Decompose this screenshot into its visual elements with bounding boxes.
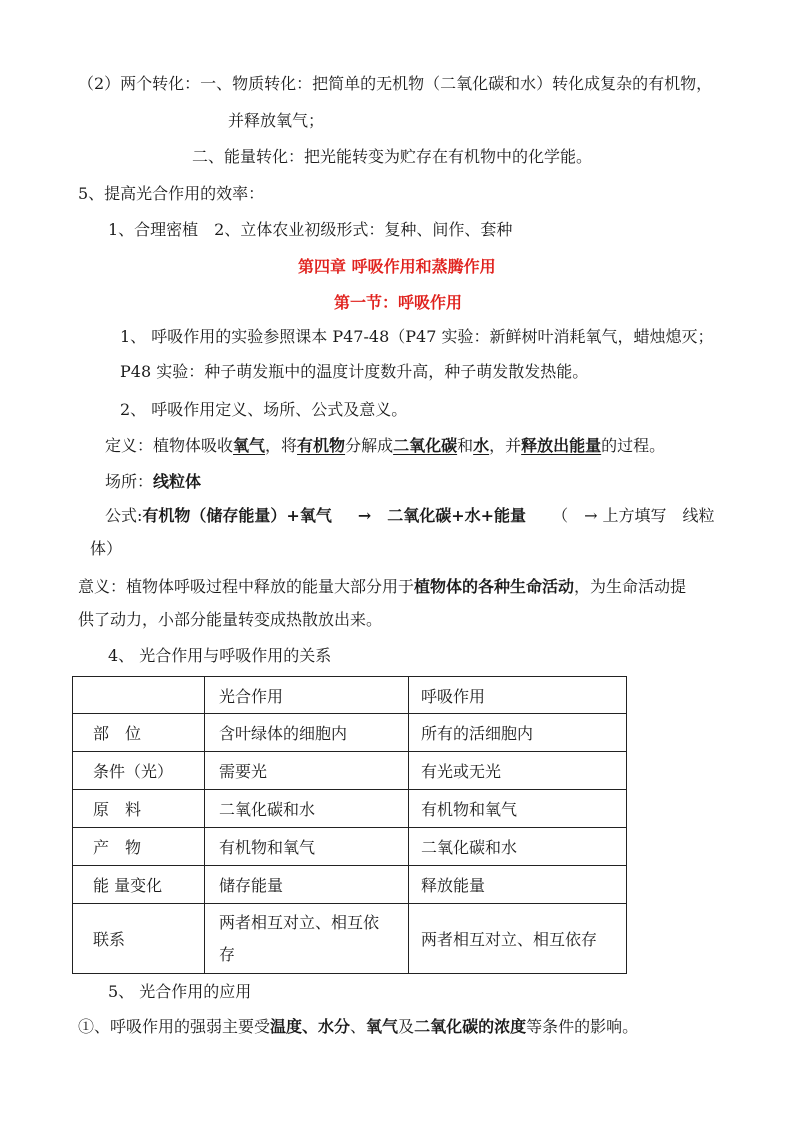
table-cell: 需要光 [205, 752, 409, 790]
formula-line [105, 505, 715, 527]
text-line-release-oxygen: 并释放氧气； [228, 111, 325, 130]
table-cell: 产 物 [73, 828, 205, 866]
chapter-title: 第四章 呼吸作用和蒸腾作用 [298, 257, 496, 276]
last-text: 、 [350, 1017, 367, 1036]
text-line-experiment-p48: P48 实验：种子萌发瓶中的温度计度数升高，种子萌发散发热能。 [120, 362, 589, 381]
table-cell: 联系 [73, 904, 205, 974]
table-cell-line: 两者相互对立、相互依 [219, 912, 380, 932]
table-cell: 有机物和氧气 [205, 828, 409, 866]
formula-right: 二氧化碳+水+能量 [387, 506, 527, 525]
table-cell: 有机物和氧气 [409, 790, 627, 828]
text-line-two-transformations: （2）两个转化：一、物质转化：把简单的无机物（二氧化碳和水）转化成复杂的有机物， [78, 74, 713, 93]
table-cell-line: 存 [219, 944, 236, 964]
text-line-experiment-ref: 1、 呼吸作用的实验参照课本 P47-48（P47 实验：新鲜树叶消耗氧气，蜡烛熄灭； [120, 327, 714, 346]
comparison-table [72, 676, 627, 974]
definition-release-energy: 释放出能量 [521, 436, 602, 455]
table-cell [73, 677, 205, 714]
last-bold: 温度、水分 [270, 1017, 351, 1036]
place-label: 场所： [105, 472, 154, 491]
table-row [73, 904, 627, 974]
last-line [78, 1016, 638, 1038]
place-line [105, 471, 201, 493]
table-cell: 能 量变化 [73, 866, 205, 904]
formula-note: （ → 上方填写 线粒 [552, 506, 715, 525]
table-cell: 条件（光） [73, 752, 205, 790]
table-cell: 二氧化碳和水 [409, 828, 627, 866]
definition-text: 分解成 [345, 436, 394, 455]
table-cell: 二氧化碳和水 [205, 790, 409, 828]
definition-oxygen: 氧气 [233, 436, 266, 455]
section-title: 第一节：呼吸作用 [334, 293, 463, 312]
text-line-energy-transformation: 二、能量转化：把光能转变为贮存在有机物中的化学能。 [192, 147, 593, 166]
table-row [73, 677, 627, 714]
table-cell: 储存能量 [205, 866, 409, 904]
definition-text: 的过程。 [601, 436, 666, 455]
last-text: ①、呼吸作用的强弱主要受 [78, 1017, 271, 1036]
table-cell: 含叶绿体的细胞内 [205, 714, 409, 752]
table-header-respiration: 呼吸作用 [409, 677, 627, 714]
table-cell: 有光或无光 [409, 752, 627, 790]
meaning-line-2: 供了动力，小部分能量转变成热散放出来。 [78, 610, 383, 629]
meaning-bold: 植物体的各种生命活动 [414, 577, 575, 596]
place-value: 线粒体 [153, 472, 202, 491]
text-line-planting-methods: 1、合理密植 2、立体农业初级形式：复种、间作、套种 [108, 220, 513, 239]
last-bold: 二氧化碳的浓度 [414, 1017, 527, 1036]
table-row [73, 790, 627, 828]
formula-left: 有机物（储存能量）+氧气 [142, 506, 332, 525]
table-cell: 原 料 [73, 790, 205, 828]
last-bold: 氧气 [366, 1017, 399, 1036]
definition-text: 定义：植物体吸收 [105, 436, 234, 455]
table-row [73, 866, 627, 904]
table-cell: 所有的活细胞内 [409, 714, 627, 752]
meaning-line [78, 576, 686, 598]
text-line-definition-heading: 2、 呼吸作用定义、场所、公式及意义。 [120, 400, 408, 419]
table-cell: 释放能量 [409, 866, 627, 904]
formula-label: 公式: [105, 506, 143, 525]
table-cell: 部 位 [73, 714, 205, 752]
definition-organic: 有机物 [297, 436, 346, 455]
table-cell: 两者相互对立、相互依存 [409, 904, 627, 974]
table-row [73, 714, 627, 752]
meaning-text: 意义：植物体呼吸过程中释放的能量大部分用于 [78, 577, 415, 596]
definition-co2: 二氧化碳 [393, 436, 458, 455]
definition-text: 和 [457, 436, 474, 455]
table-cell [205, 904, 409, 974]
last-text: 等条件的影响。 [526, 1017, 639, 1036]
table-row [73, 752, 627, 790]
text-line-relationship-heading: 4、 光合作用与呼吸作用的关系 [108, 646, 332, 665]
text-line-application-heading: 5、 光合作用的应用 [108, 982, 252, 1001]
definition-text: ，将 [265, 436, 298, 455]
definition-text: ，并 [489, 436, 522, 455]
definition-line [105, 435, 665, 457]
formula-note-continued: 体） [90, 539, 123, 558]
text-line-improve-efficiency: 5、提高光合作用的效率： [78, 184, 265, 203]
table-header-photosynthesis: 光合作用 [205, 677, 409, 714]
definition-water: 水 [473, 436, 490, 455]
table-row [73, 828, 627, 866]
meaning-text: ，为生命活动提 [574, 577, 687, 596]
formula-arrow: → [357, 506, 372, 525]
last-text: 及 [398, 1017, 415, 1036]
